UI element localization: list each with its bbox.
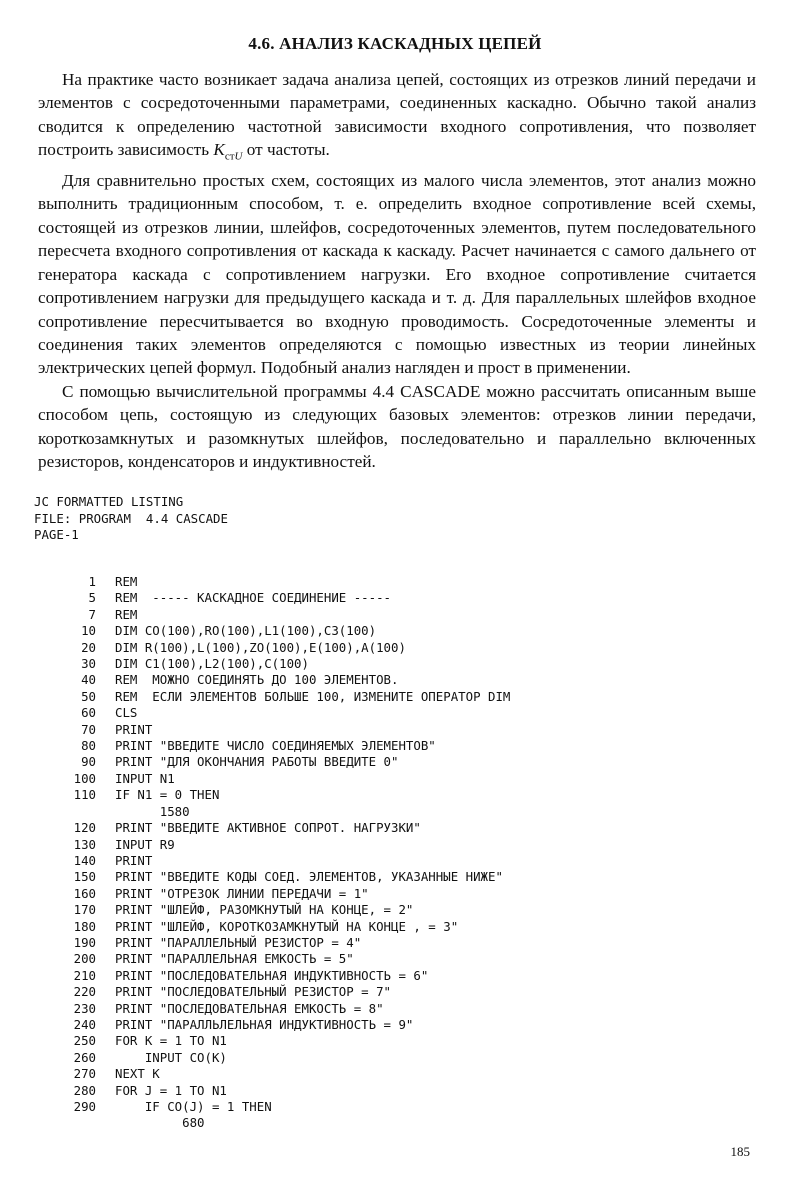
paragraph-1-text: На практике часто возникает задача анализа цепей, состоящих из отрезков линий передачи и элементов с сосредоточенными параметрами, соединенных каскадно. Обычно такой анализ сводится к определению частотной зависимости входного сопротивления, что позволяет построить зависимость — [38, 70, 756, 160]
line-number — [60, 804, 96, 820]
code-text: PRINT "ПАРАЛЛЬЛЕЛЬНАЯ ИНДУКТИВНОСТЬ = 9" — [115, 1016, 414, 1032]
code-text: 680 — [115, 1115, 205, 1131]
code-text: PRINT "ВВЕДИТЕ АКТИВНОЕ СОПРОТ. НАГРУЗКИ" — [115, 820, 421, 836]
code-text: REM МОЖНО СОЕДИНЯТЬ ДО 100 ЭЛЕМЕНТОВ. — [115, 672, 399, 688]
listing-line — [60, 607, 740, 623]
listing-line — [60, 672, 740, 688]
code-text: IF N1 = 0 THEN — [115, 787, 220, 803]
listing-line — [60, 754, 740, 770]
listing-line — [60, 886, 740, 902]
line-number: 60 — [81, 705, 96, 721]
code-text: DIM R(100),L(100),ZO(100),E(100),A(100) — [115, 639, 406, 655]
listing-line — [60, 1099, 740, 1115]
code-text: CLS — [115, 705, 138, 721]
line-number: 230 — [73, 1000, 96, 1016]
code-text: DIM CO(100),RO(100),L1(100),C3(100) — [115, 623, 377, 639]
line-number: 130 — [73, 836, 96, 852]
listing-line — [60, 1066, 740, 1082]
listing-header-line: PAGE-1 — [34, 527, 79, 543]
listing-line — [60, 820, 740, 836]
line-number: 190 — [73, 934, 96, 950]
line-number: 5 — [88, 590, 96, 606]
code-text: PRINT "ВВЕДИТЕ ЧИСЛО СОЕДИНЯЕМЫХ ЭЛЕМЕНТОВ" — [115, 738, 436, 754]
vswr-symbol-letter: K — [213, 140, 225, 160]
listing-line — [60, 902, 740, 918]
code-text: INPUT CO(K) — [115, 1049, 227, 1065]
line-number: 160 — [73, 885, 96, 901]
paragraph-1-tail: от частоты. — [242, 140, 330, 160]
listing-line — [60, 771, 740, 787]
code-text: PRINT "ПОСЛЕДОВАТЕЛЬНЫЙ РЕЗИСТОР = 7" — [115, 984, 392, 1000]
line-number: 210 — [73, 967, 96, 983]
code-text: FOR K = 1 TO N1 — [115, 1033, 227, 1049]
code-text: PRINT "ПОСЛЕДОВАТЕЛЬНАЯ ИНДУКТИВНОСТЬ = 6" — [115, 967, 429, 983]
vswr-symbol-subscript — [225, 151, 243, 163]
listing-line — [60, 787, 740, 803]
line-number: 260 — [73, 1049, 96, 1065]
listing-line — [60, 1050, 740, 1066]
listing-line — [60, 1017, 740, 1033]
paragraph-3: С помощью вычислительной программы 4.4 CASCADE можно рассчитать описанным выше способом цепь, состоящую из следующих базовых элементов: отрезков линии передачи, короткозамкнутых и разомкнутых шлейфов, последовательно и параллельно включенных резисторов, конденсаторов и индуктивностей. — [38, 381, 756, 471]
listing-line — [60, 574, 740, 590]
listing-line — [60, 853, 740, 869]
code-text: DIM C1(100),L2(100),C(100) — [115, 656, 309, 672]
line-number: 40 — [81, 672, 96, 688]
line-number: 220 — [73, 984, 96, 1000]
section-title: 4.6. АНАЛИЗ КАСКАДНЫХ ЦЕПЕЙ — [248, 34, 542, 53]
line-number: 90 — [81, 754, 96, 770]
line-number: 270 — [73, 1066, 96, 1082]
body-text — [38, 68, 756, 473]
listing-line — [60, 837, 740, 853]
line-number: 100 — [73, 770, 96, 786]
line-number: 180 — [73, 918, 96, 934]
code-text: PRINT "ПОСЛЕДОВАТЕЛЬНАЯ ЕМКОСТЬ = 8" — [115, 1000, 384, 1016]
line-number: 250 — [73, 1033, 96, 1049]
line-number: 290 — [73, 1099, 96, 1114]
listing-line — [60, 640, 740, 656]
code-text: INPUT R9 — [115, 836, 175, 852]
line-number: 170 — [73, 902, 96, 918]
line-number: 240 — [73, 1016, 96, 1032]
listing-line — [60, 689, 740, 705]
code-text: PRINT "ВВЕДИТЕ КОДЫ СОЕД. ЭЛЕМЕНТОВ, УКАЗАННЫЕ НИЖЕ" — [115, 869, 503, 885]
code-text: INPUT N1 — [115, 770, 175, 786]
code-text: PRINT — [115, 852, 153, 868]
code-text: REM ЕСЛИ ЭЛЕМЕНТОВ БОЛЬШЕ 100, ИЗМЕНИТЕ ОПЕРАТОР DIM — [115, 688, 511, 704]
program-listing — [60, 574, 740, 1132]
line-number: 280 — [73, 1082, 96, 1098]
listing-line — [60, 1001, 740, 1017]
code-text: PRINT "ШЛЕЙФ, КОРОТКОЗАМКНУТЫЙ НА КОНЦЕ , = 3" — [115, 918, 459, 934]
vswr-subscript-st: ст — [224, 150, 235, 163]
listing-line — [60, 919, 740, 935]
listing-line — [60, 935, 740, 951]
listing-line — [60, 968, 740, 984]
line-number: 1 — [88, 574, 96, 589]
listing-line — [60, 869, 740, 885]
line-number: 7 — [88, 606, 96, 622]
listing-line — [60, 951, 740, 967]
listing-line — [60, 738, 740, 754]
line-number: 200 — [73, 951, 96, 967]
page-number: 185 — [730, 1144, 750, 1159]
code-text: NEXT K — [115, 1066, 160, 1082]
listing-line — [60, 804, 740, 820]
line-number: 80 — [81, 738, 96, 754]
listing-line — [60, 623, 740, 639]
listing-line — [60, 656, 740, 672]
vswr-symbol — [213, 140, 243, 163]
code-text: 1580 — [115, 803, 190, 819]
listing-line — [60, 722, 740, 738]
line-number: 20 — [81, 639, 96, 655]
paragraph-2: Для сравнительно простых схем, состоящих из малого числа элементов, этот анализ можно выполнить традиционным способом, т. е. определить входное сопротивление всей схемы, состоящей из отрезков линии, шлейфов, сосредоточенных элементов, путем последовательного пересчета входного сопротивления от каскада к каскаду. Расчет начинается с самого дальнего от генератора каскада с сопротивлением нагрузки. Его входное сопротивление считается сопротивлением нагрузки для предыдущего каскада и т. д. Для параллельных шлейфов входное сопротивление пересчитывается во входную проводимость. Сосредоточенные элементы и соединения таких элементов определяются с помощью известных из теории линейных электрических цепей формул. Подобный анализ нагляден и прост в применении. — [38, 171, 756, 378]
code-text: REM — [115, 574, 138, 589]
code-text: PRINT "ПАРАЛЛЕЛЬНЫЙ РЕЗИСТОР = 4" — [115, 934, 362, 950]
listing-line — [60, 984, 740, 1000]
code-text: PRINT "ПАРАЛЛЕЛЬНАЯ ЕМКОСТЬ = 5" — [115, 951, 354, 967]
code-text: REM ----- КАСКАДНОЕ СОЕДИНЕНИЕ ----- — [115, 590, 392, 606]
line-number: 50 — [81, 688, 96, 704]
line-number: 10 — [81, 623, 96, 639]
code-text: PRINT "ОТРЕЗОК ЛИНИИ ПЕРЕДАЧИ = 1" — [115, 885, 369, 901]
listing-line — [60, 590, 740, 606]
line-number — [60, 1115, 96, 1131]
vswr-subscript-u: U — [234, 150, 243, 163]
listing-header-line: JC FORMATTED LISTING — [34, 494, 184, 509]
code-text: PRINT "ДЛЯ ОКОНЧАНИЯ РАБОТЫ ВВЕДИТЕ 0" — [115, 754, 399, 770]
listing-line — [60, 1083, 740, 1099]
line-number: 70 — [81, 721, 96, 737]
paragraph-1 — [38, 68, 756, 169]
line-number: 120 — [73, 820, 96, 836]
line-number: 150 — [73, 869, 96, 885]
line-number: 140 — [73, 852, 96, 868]
listing-header — [34, 494, 228, 544]
listing-line — [60, 1115, 740, 1131]
line-number: 30 — [81, 656, 96, 672]
code-text: PRINT — [115, 721, 153, 737]
code-text: IF CO(J) = 1 THEN — [115, 1099, 272, 1114]
code-text: PRINT "ШЛЕЙФ, РАЗОМКНУТЫЙ НА КОНЦЕ, = 2" — [115, 902, 414, 918]
line-number: 110 — [73, 787, 96, 803]
code-text: FOR J = 1 TO N1 — [115, 1082, 227, 1098]
listing-line — [60, 1033, 740, 1049]
listing-header-line: FILE: PROGRAM 4.4 CASCADE — [34, 510, 228, 526]
code-text: REM — [115, 606, 138, 622]
listing-line — [60, 705, 740, 721]
